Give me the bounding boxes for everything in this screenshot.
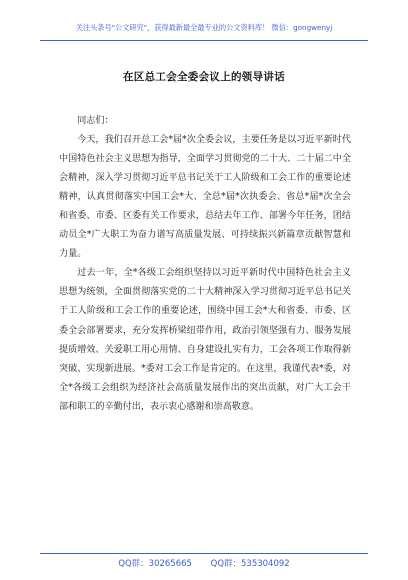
paragraph-2: 过去一年，全*各级工会组织坚持以习近平新时代中国特色社会主义思想为统领，全面贯彻落实党的二十大精神深入学习贯彻习近平总书记关于工人阶级和工会工作的重要论述，围绕中国工会*大和省委、市委、区委全会部署要求，充分发挥桥梁纽带作用，政治引领坚强有力、服务发展提质增效、关爱职工用心用情、自身建设扎实有力，工会各项工作取得新突破、实现新进展。*委对工会工作是肯定的。在这里，我谨代表*委，对全*各级工会组织为经济社会高质量发展作出的突出贡献，对广大工会干部和职工的辛勤付出，表示衷心感谢和崇高敬意。	[59, 268, 351, 412]
paragraph-1: 今天，我们召开总工会*届*次全委会议，主要任务是以习近平新时代中国特色社会主义思想为指导，全面学习贯彻党的二十大、二十届二中全会精神，深入学习贯彻习近平总书记关于工人阶级和工会工作的重要论述精神，认真贯彻落实中国工会*大、全总*届*次执委会、省总*届*次全会和省委、市委、区委有关工作要求，总结去年工作、部署今年任务，团结动员全*广大职工为奋力谱写高质量发展、可持续振兴新篇章贡献智慧和力量。	[59, 135, 351, 260]
header-divider	[40, 40, 368, 41]
document-title: 在区总工会全委会议上的领导讲话	[123, 71, 285, 83]
footer-contact	[0, 557, 408, 569]
document-body	[59, 112, 351, 417]
footer-qq-group: QQ群：30265665	[118, 559, 192, 569]
footer-qq: QQ群：535304092	[210, 559, 290, 569]
header-promo-note: 关注头条号"公文研究"，获得最新最全最专业的公文资料库！ 微信：gongwenyj	[75, 23, 333, 32]
salutation: 同志们：	[77, 116, 114, 126]
footer-divider	[40, 553, 368, 554]
